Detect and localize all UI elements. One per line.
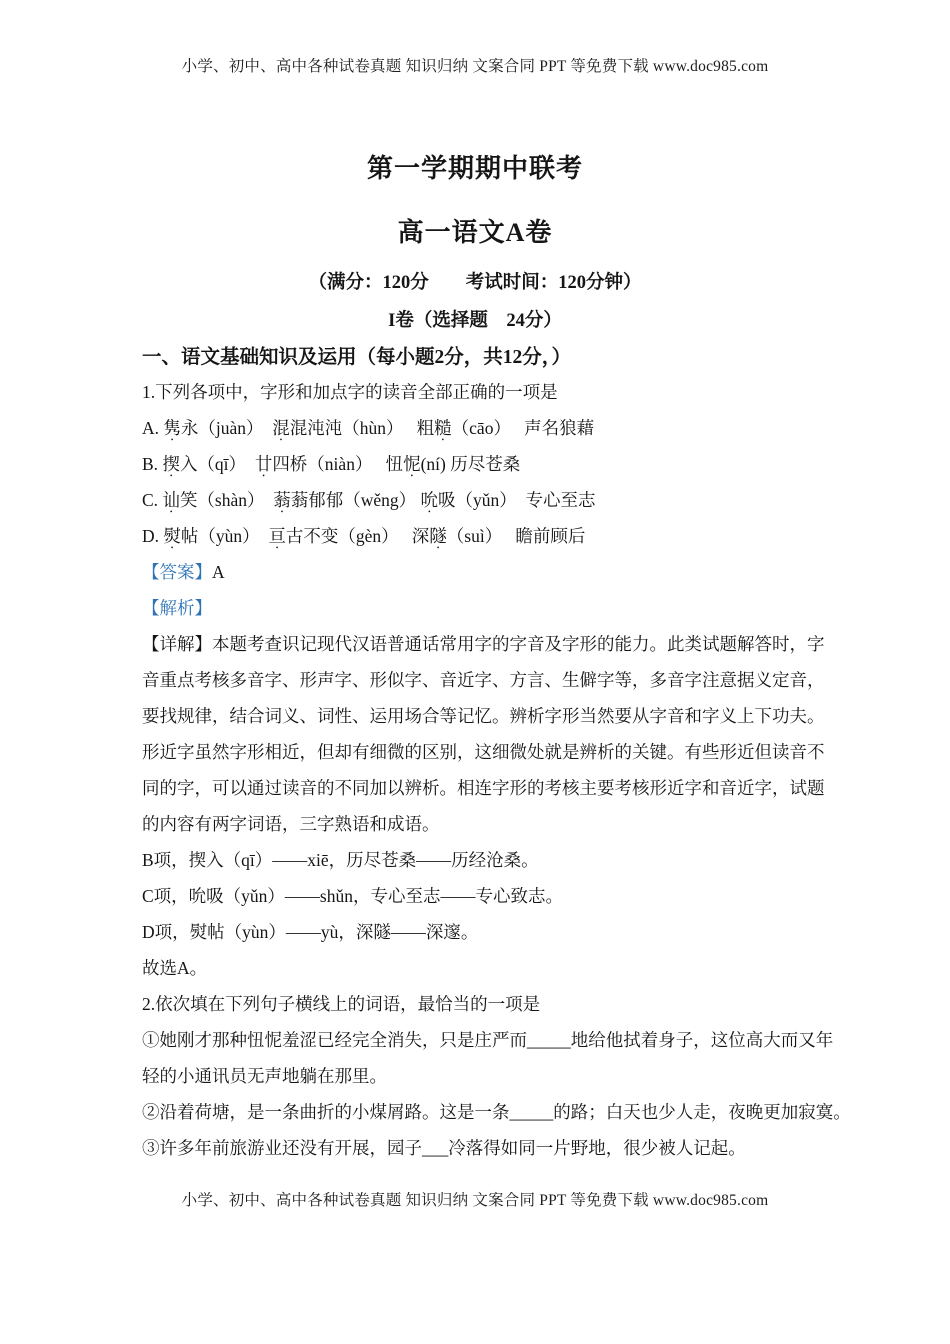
text-line (142, 410, 902, 446)
exam-body-lines (142, 374, 902, 1166)
exam-title: 第一学期期中联考 (366, 154, 583, 183)
text-line (142, 590, 902, 626)
text-line (142, 662, 902, 698)
text-segment: 笑（shàn） (179, 490, 274, 510)
text-line (142, 446, 902, 482)
text-segment: 同的字，可以通过读音的不同加以辨析。相连字形的考核主要考核形近字和音近字，试题 (142, 778, 825, 798)
text-segment: （suì） 瞻前顾后 (446, 526, 586, 546)
text-line (142, 554, 902, 590)
text-segment: 2.依次填在下列句子横线上的词语，最恰当的一项是 (142, 994, 541, 1014)
emphasized-char: 混 (272, 418, 290, 438)
text-line (142, 950, 902, 986)
text-line (142, 482, 902, 518)
exam-score-time-line: （满分：120分 考试时间：120分钟） (308, 273, 642, 293)
text-segment: A. (142, 418, 164, 438)
text-segment: 入（qī） (179, 454, 255, 474)
text-segment: (ní) 历尽苍桑 (420, 454, 521, 474)
emphasized-char: 怩 (403, 454, 421, 474)
text-segment: 形近字虽然字形相近，但却有细微的区别，这细微处就是辨析的关键。有些形近但读音不 (142, 742, 825, 762)
text-line (142, 626, 902, 662)
text-line (142, 374, 902, 410)
emphasized-char: 廿 (254, 454, 273, 474)
text-segment: B项，揳入（qī）——xiē，历尽苍桑——历经沧桑。 (142, 850, 539, 870)
text-line (142, 770, 902, 806)
text-line (142, 986, 902, 1022)
text-line (142, 1022, 902, 1058)
text-segment: 的内容有两字词语，三字熟语和成语。 (142, 814, 440, 834)
exam-volume-line: I卷（选择题 24分） (388, 311, 562, 331)
emphasized-char: 吮 (420, 490, 439, 510)
text-segment: 永（juàn） (180, 418, 273, 438)
text-segment: B. (142, 454, 163, 474)
text-line (142, 1058, 902, 1094)
text-segment: 混沌沌（hùn） 粗 (289, 418, 435, 438)
text-line (142, 878, 902, 914)
text-line (142, 518, 902, 554)
text-line (142, 734, 902, 770)
text-segment: 1.下列各项中，字形和加点字的读音全部正确的一项是 (142, 382, 558, 402)
emphasized-char: 隧 (429, 526, 447, 546)
text-segment: 故选A。 (142, 958, 208, 978)
text-segment: 帖（yùn） (180, 526, 269, 546)
text-segment: ①她刚才那种忸怩羞涩已经完全消失，只是庄严而_____地给他拭着身子，这位高大而又年 (142, 1030, 834, 1050)
emphasized-char: 糙 (434, 418, 452, 438)
text-segment: ②沿着荷塘，是一条曲折的小煤屑路。这是一条_____的路；白天也少人走，夜晚更加寂寞。 (142, 1102, 851, 1122)
text-line (142, 1130, 902, 1166)
text-line (142, 1094, 902, 1130)
text-segment: D项，熨帖（yùn）——yù，深隧——深邃。 (142, 922, 479, 942)
bracket-label: 【解析】 (142, 598, 212, 618)
text-segment: C项，吮吸（yǔn）——shǔn，专心至志——专心致志。 (142, 886, 563, 906)
exam-subtitle: 高一语文A卷 (397, 218, 553, 247)
footer-promo-text: 小学、初中、高中各种试卷真题 知识归纳 文案合同 PPT 等免费下载 www.doc985.com (181, 1192, 769, 1209)
section-one-heading: 一、语文基础知识及运用（每小题2分，共12分，） (142, 347, 572, 368)
text-segment: 四桥（niàn） 忸 (272, 454, 404, 474)
text-line (142, 806, 902, 842)
text-line (142, 698, 902, 734)
text-segment: D. (142, 526, 164, 546)
text-segment: A (212, 562, 225, 582)
page-footer (0, 1188, 950, 1210)
text-segment: ③许多年前旅游业还没有开展，园子___冷落得如同一片野地，很少被人记起。 (142, 1138, 746, 1158)
text-segment: C. (142, 490, 163, 510)
text-segment: 吸（yǔn） 专心至志 (438, 490, 596, 510)
bracket-label: 【答案】 (142, 562, 212, 582)
emphasized-char: 熨 (163, 526, 181, 546)
text-segment: 轻的小通讯员无声地躺在那里。 (142, 1066, 387, 1086)
emphasized-char: 蓊 (273, 490, 291, 510)
text-segment: 古不变（gèn） 深 (285, 526, 430, 546)
emphasized-char: 隽 (163, 418, 181, 438)
text-segment: 【详解】本题考查识记现代汉语普通话常用字的字音及字形的能力。此类试题解答时，字 (142, 634, 825, 654)
text-segment: （cāo） 声名狼藉 (451, 418, 595, 438)
text-segment: 蓊郁郁（wěng） (290, 490, 421, 510)
text-line (142, 914, 902, 950)
emphasized-char: 讪 (162, 490, 180, 510)
header-promo-text: 小学、初中、高中各种试卷真题 知识归纳 文案合同 PPT 等免费下载 www.doc985.com (181, 58, 769, 75)
text-line (142, 842, 902, 878)
text-segment: 音重点考核多音字、形声字、形似字、音近字、方言、生僻字等，多音字注意据义定音， (142, 670, 825, 690)
emphasized-char: 揳 (162, 454, 180, 474)
text-segment: 要找规律，结合词义、词性、运用场合等记忆。辨析字形当然要从字音和字义上下功夫。 (142, 706, 825, 726)
emphasized-char: 亘 (268, 526, 286, 546)
